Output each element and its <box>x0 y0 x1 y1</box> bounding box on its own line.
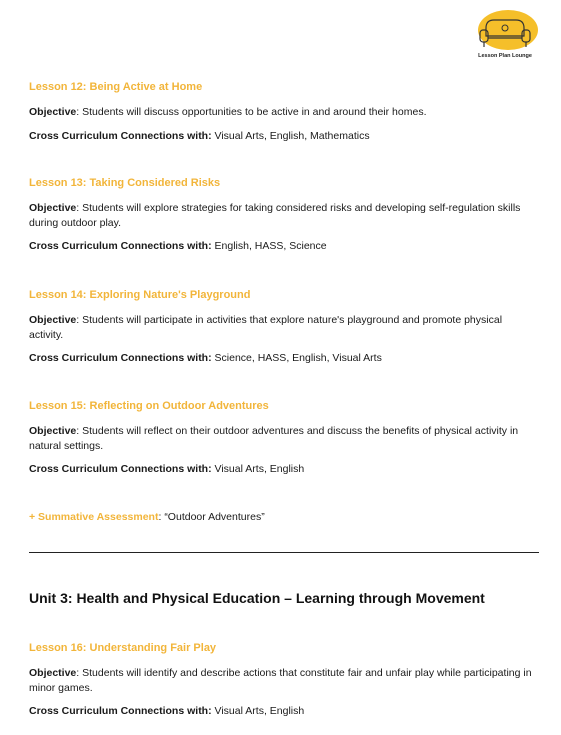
objective-text: Students will discuss opportunities to be active in and around their homes. <box>82 106 427 118</box>
lesson-12 <box>29 81 539 143</box>
objective-text: Students will explore strategies for taking considered risks and developing self-regulation skills during outdoor play. <box>29 202 521 229</box>
cross-curriculum <box>29 704 539 719</box>
summative-value: “Outdoor Adventures” <box>164 511 265 523</box>
cross-curriculum <box>29 129 539 144</box>
lesson-title: Lesson 16: Understanding Fair Play <box>29 642 217 654</box>
cross-curriculum <box>29 239 539 254</box>
objective: Objective: Students will explore strategies for taking considered risks and developing self-regulation skills during outdoor play. <box>29 202 521 229</box>
connections-text: Science, HASS, English, Visual Arts <box>214 352 382 364</box>
connections-text: Visual Arts, English <box>214 705 305 717</box>
objective-label: Objective <box>29 667 77 679</box>
connections-label: Cross Curriculum Connections with: <box>29 129 212 142</box>
objective-text: Students will participate in activities that explore nature's playground and promote physical activity. <box>29 314 503 341</box>
objective-label: Objective <box>29 106 77 118</box>
lesson-title: Lesson 12: Being Active at Home <box>29 81 203 93</box>
objective-label: Objective <box>29 314 77 326</box>
objective: Objective: Students will identify and describe actions that constitute fair and unfair play while participating in minor games. <box>29 667 532 694</box>
connections-text: Visual Arts, English, Mathematics <box>214 129 370 142</box>
lesson-14 <box>29 289 539 366</box>
connections-label: Cross Curriculum Connections with: <box>29 240 212 252</box>
summative-assessment: + Summative Assessment: “Outdoor Adventures” <box>29 511 265 523</box>
lesson-plan-lounge-logo <box>470 8 540 62</box>
objective: Objective: Students will participate in activities that explore nature's playground and promote physical activity. <box>29 314 503 341</box>
section-divider <box>29 552 539 553</box>
lesson-16 <box>29 642 539 719</box>
lesson-13 <box>29 177 539 254</box>
connections-text: Visual Arts, English <box>214 463 305 475</box>
summative-label: + Summative Assessment <box>29 511 159 523</box>
cross-curriculum <box>29 462 539 477</box>
cross-curriculum <box>29 351 539 366</box>
sofa-icon <box>470 8 540 54</box>
connections-text: English, HASS, Science <box>214 240 327 252</box>
objective-text: Students will reflect on their outdoor adventures and discuss the benefits of physical activity in natural settings. <box>29 425 519 452</box>
objective: Objective: Students will reflect on their outdoor adventures and discuss the benefits of physical activity in natural settings. <box>29 425 519 452</box>
objective-text: Students will identify and describe actions that constitute fair and unfair play while participating in minor games. <box>29 667 532 694</box>
objective: Objective: Students will discuss opportunities to be active in and around their homes. <box>29 106 427 118</box>
objective-label: Objective <box>29 202 77 214</box>
logo-text: Lesson Plan Lounge <box>478 53 532 59</box>
connections-label: Cross Curriculum Connections with: <box>29 352 212 364</box>
lesson-title: Lesson 13: Taking Considered Risks <box>29 177 221 189</box>
connections-label: Cross Curriculum Connections with: <box>29 463 212 475</box>
objective-label: Objective <box>29 425 77 437</box>
lesson-title: Lesson 15: Reflecting on Outdoor Adventures <box>29 400 269 412</box>
connections-label: Cross Curriculum Connections with: <box>29 705 212 717</box>
lesson-15 <box>29 400 539 477</box>
unit-heading: Unit 3: Health and Physical Education – Learning through Movement <box>29 590 485 606</box>
lesson-title: Lesson 14: Exploring Nature's Playground <box>29 289 251 301</box>
